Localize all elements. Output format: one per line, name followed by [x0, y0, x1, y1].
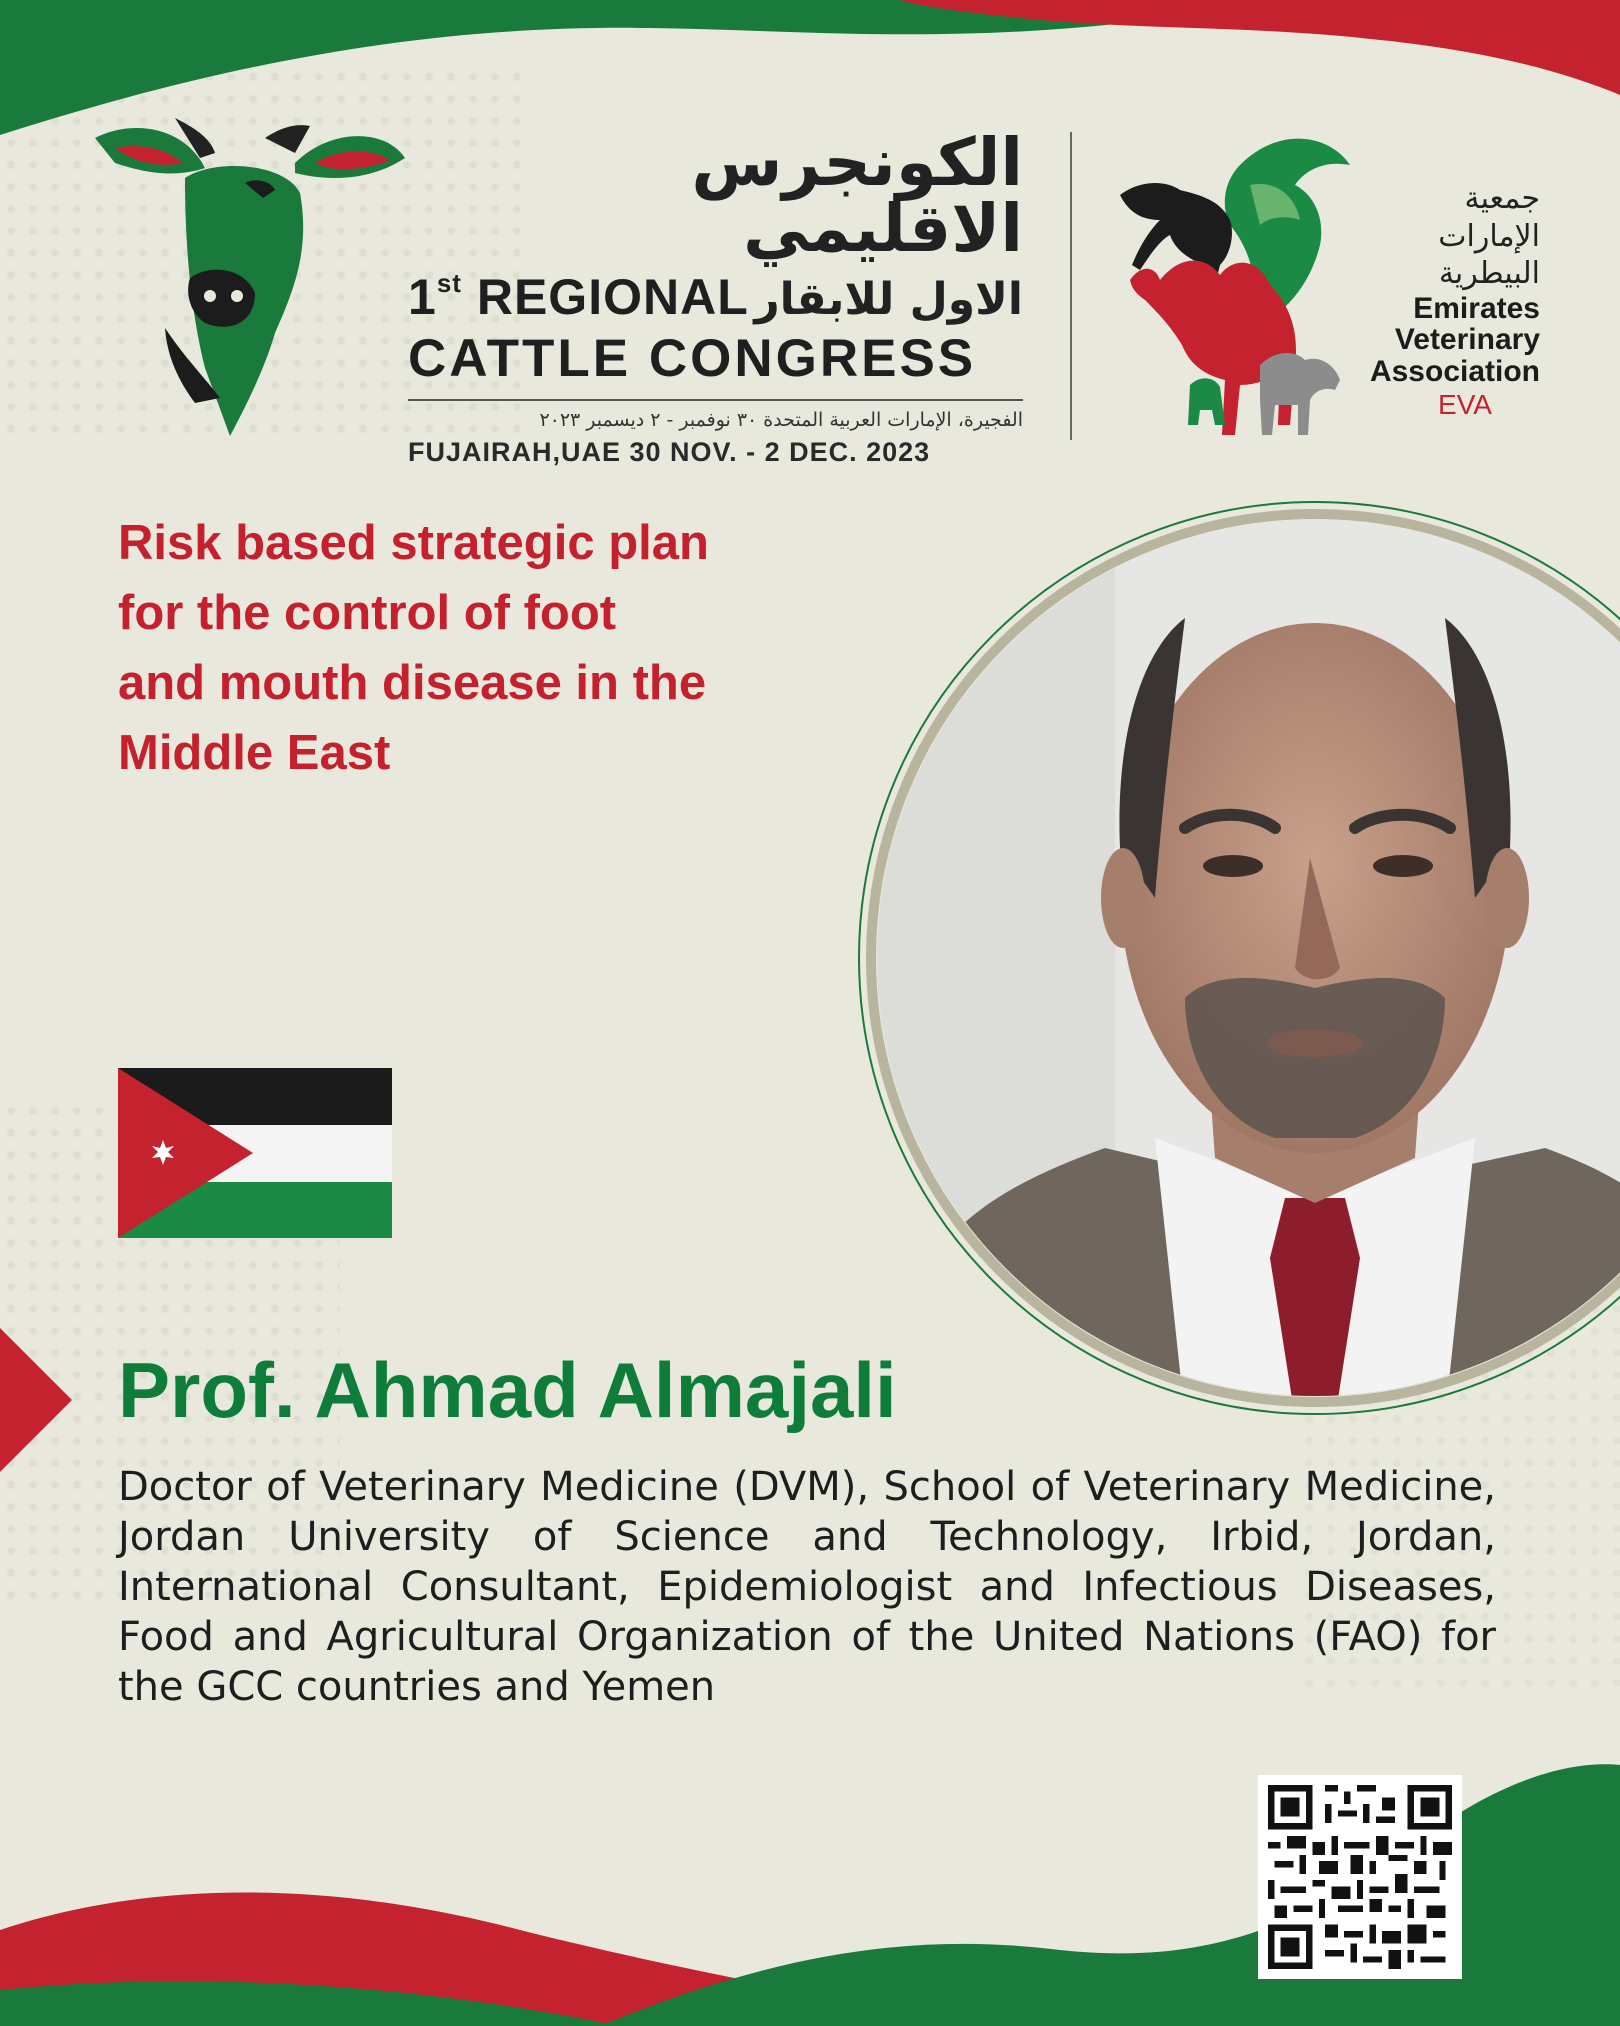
eva-english-line-2: Veterinary [1394, 323, 1540, 356]
eva-animals-logo-icon [1110, 125, 1350, 445]
congress-ordinal-suffix: st [436, 268, 462, 298]
congress-regional-text [408, 268, 749, 326]
talk-title-line-3: and mouth disease in the [118, 656, 707, 710]
header-vertical-divider [1070, 132, 1072, 440]
congress-arabic-subtitle: الاول للابقار [754, 274, 1023, 325]
congress-arabic-title: الكونجرس الاقليمي [691, 124, 1023, 267]
speaker-name: Prof. Ahmad Almajali [118, 1346, 897, 1434]
jordan-flag-icon [118, 1068, 392, 1238]
congress-title-block [408, 124, 1023, 468]
eva-name-block [1350, 180, 1540, 421]
talk-title [118, 508, 878, 788]
talk-title-line-1: Risk based strategic plan [118, 516, 709, 570]
congress-ordinal-number: 1 [408, 269, 437, 325]
congress-divider-rule [408, 399, 1023, 401]
eva-english-line-1: Emirates [1413, 291, 1540, 325]
eva-arabic-line-3: البيطرية [1438, 256, 1540, 291]
speaker-photo [855, 498, 1620, 1418]
eva-arabic-line-2: الإمارات [1438, 218, 1540, 254]
cattle-congress-logo-icon [95, 118, 405, 438]
eva-abbreviation: EVA [1438, 389, 1492, 420]
talk-title-line-4: Middle East [118, 726, 391, 780]
eva-arabic-line-1: جمعية [1464, 181, 1540, 216]
eva-english-line-3: Association [1369, 354, 1540, 388]
talk-title-line-2: for the control of foot [118, 586, 617, 640]
congress-english-date: FUJAIRAH,UAE 30 NOV. - 2 DEC. 2023 [408, 437, 931, 467]
congress-regional-line [408, 268, 1023, 326]
congress-regional-word: REGIONAL [476, 269, 749, 325]
congress-arabic-date: الفجيرة، الإمارات العربية المتحدة ٣٠ نوفمبر - ٢ ديسمبر ٢٠٢٣ [539, 409, 1023, 431]
speaker-bio: Doctor of Veterinary Medicine (DVM), School of Veterinary Medicine, Jordan University of Science and Technology, Irbid, Jordan, International Consultant, Epidemiologist and Infectious Diseases, Food and Agricultural Organization of the United Nations (FAO) for the GCC countries and Yemen [118, 1464, 1496, 1710]
congress-english-title: CATTLE CONGRESS [408, 329, 977, 388]
qr-code-icon[interactable] [1258, 1775, 1462, 1979]
